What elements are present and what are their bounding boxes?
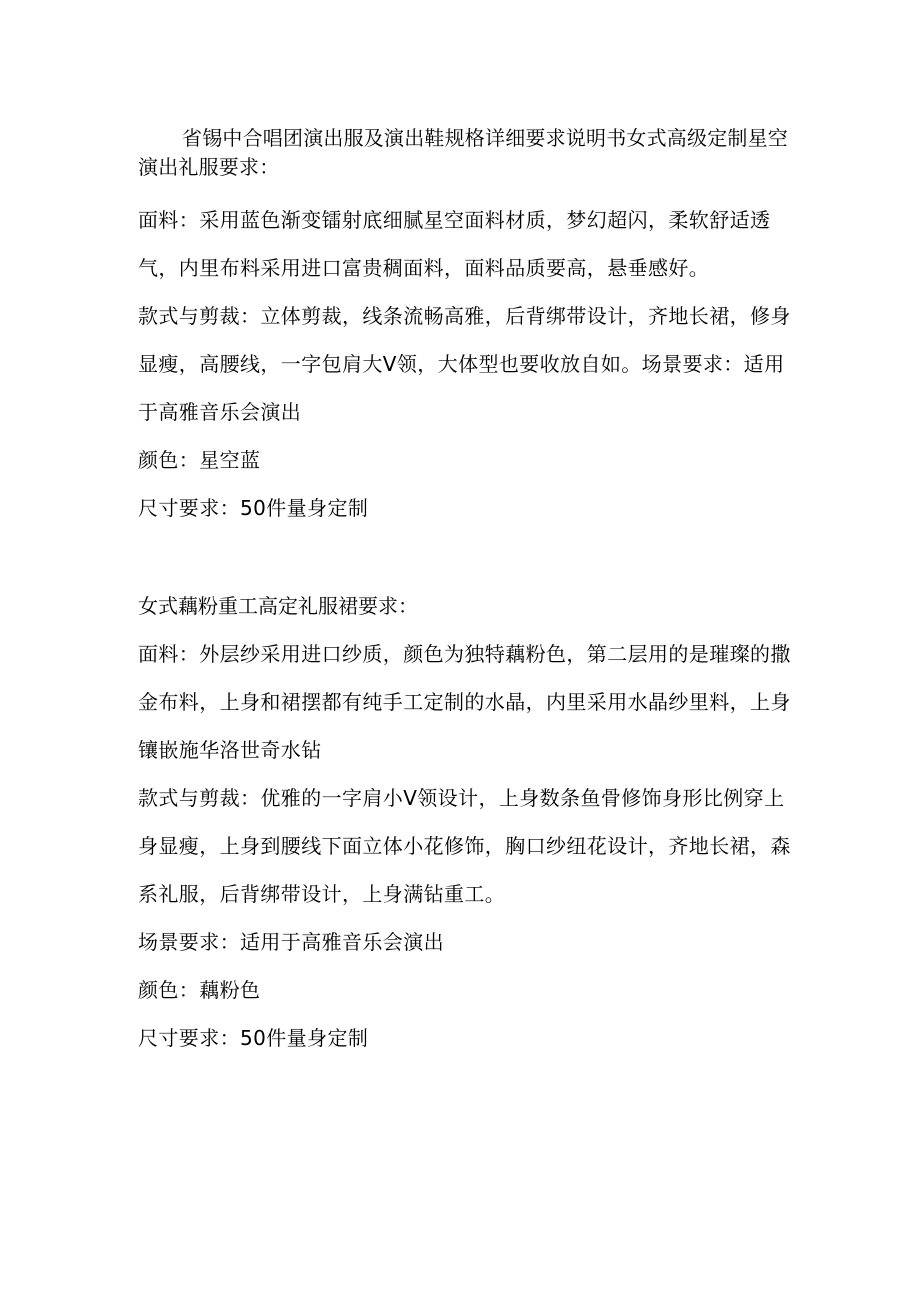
- pink-dress-heading: 女式藕粉重工高定礼服裙要求：: [138, 594, 418, 618]
- starry-dress-size: 尺寸要求：50件量身定制: [138, 496, 369, 520]
- starry-dress-style: 款式与剪裁：立体剪裁，线条流畅高雅，后背绑带设计，齐地长裙，修身显瘦，高腰线，一字包肩大V领，大体型也要收放自如。场景要求：适用于高雅音乐会演出: [138, 304, 791, 424]
- section-spacer: [138, 532, 798, 582]
- pink-dress-style: 款式与剪裁：优雅的一字肩小V领设计，上身数条鱼骨修饰身形比例穿上身显瘦，上身到腰线下面立体小花修饰，胸口纱纽花设计，齐地长裙，森系礼服，后背绑带设计，上身满钻重工。: [138, 786, 791, 906]
- pink-dress-fabric: 面料：外层纱采用进口纱质，颜色为独特藕粉色，第二层用的是璀璨的撒金布料，上身和裙摆都有纯手工定制的水晶，内里采用水晶纱里料，上身镶嵌施华洛世奇水钻: [138, 642, 791, 762]
- pink-dress-size: 尺寸要求：50件量身定制: [138, 1026, 369, 1050]
- section-starry-dress: [138, 196, 798, 532]
- pink-dress-scene: 场景要求：适用于高雅音乐会演出: [138, 930, 444, 954]
- starry-dress-fabric: 面料：采用蓝色渐变镭射底细腻星空面料材质，梦幻超闪，柔软舒适透气，内里布料采用进口富贵稠面料，面料品质要高，悬垂感好。: [138, 208, 771, 280]
- document-title: 省锡中合唱团演出服及演出鞋规格详细要求说明书女式高级定制星空演出礼服要求：: [138, 126, 788, 179]
- section-pink-dress: [138, 582, 798, 1062]
- starry-dress-color: 颜色：星空蓝: [138, 448, 261, 472]
- document-page: [138, 124, 798, 1062]
- pink-dress-color: 颜色：藕粉色: [138, 978, 261, 1002]
